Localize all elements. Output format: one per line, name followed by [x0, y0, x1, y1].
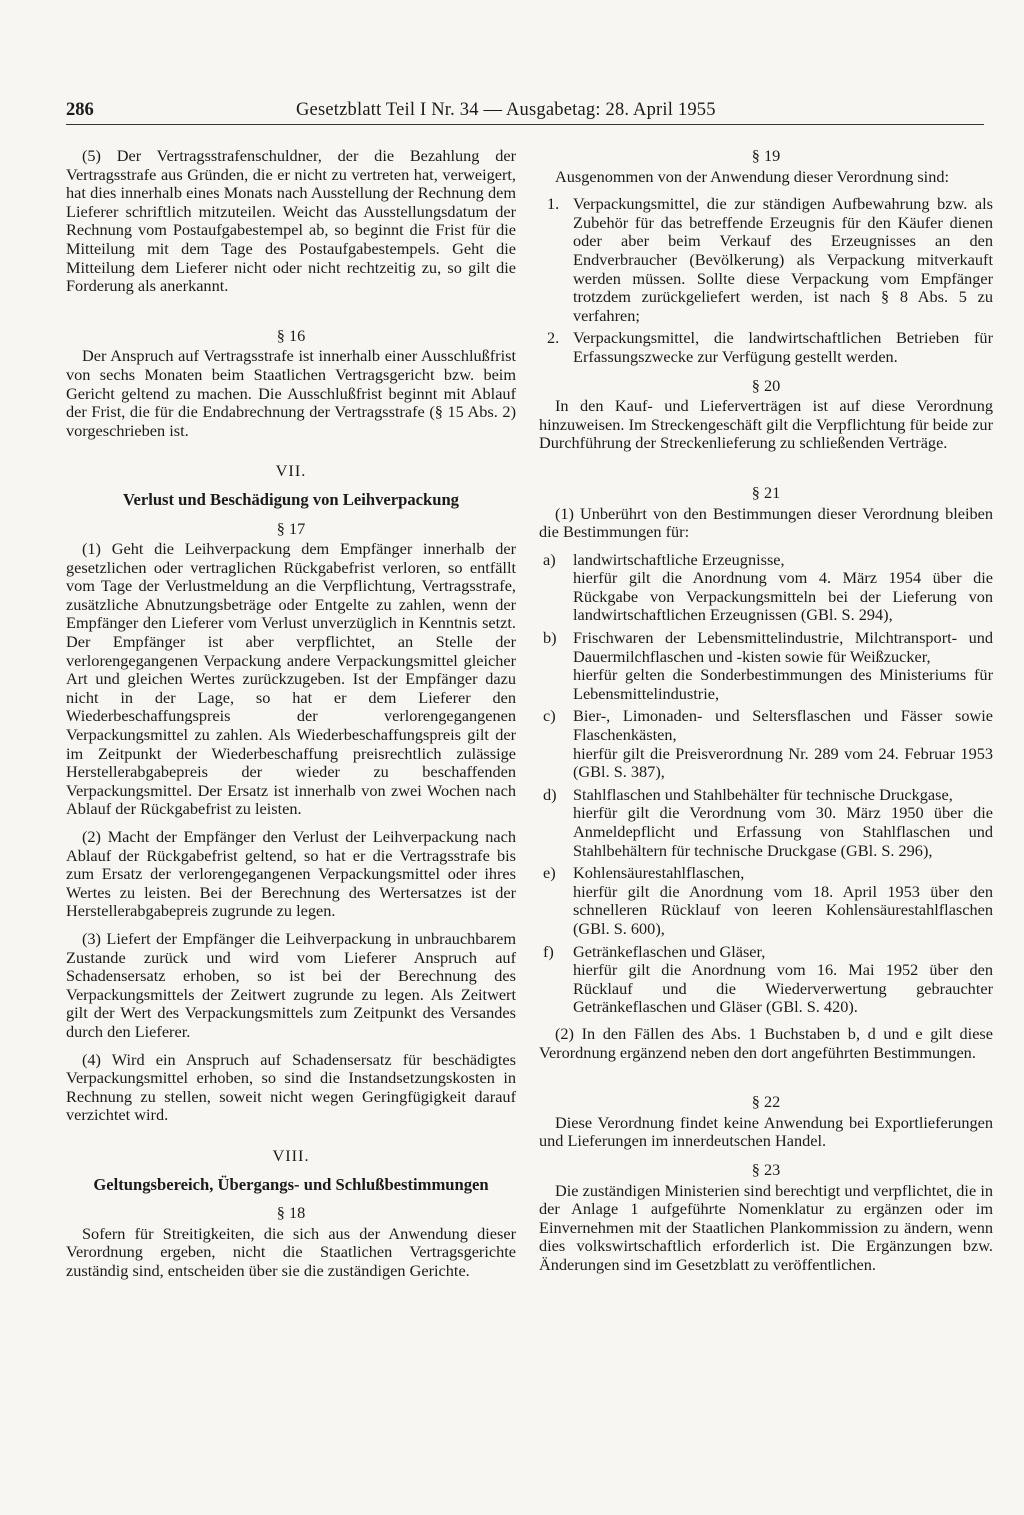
list-item-text: Kohlensäurestahlflaschen,: [573, 863, 745, 883]
chapter-7-title: Verlust und Beschädigung von Leihverpackung: [123, 489, 459, 509]
list-item: [539, 707, 993, 781]
list-item: [539, 329, 993, 366]
list-item-subtext: hierfür gilt die Anordnung vom 18. April 1953 über den schnelleren Rücklauf von leeren Kohlensäurestahlflaschen (GBl. S. 600),: [573, 881, 993, 938]
section-17-paragraph-1: (1) Geht die Leihverpackung dem Empfänger innerhalb der gesetzlichen oder vertraglichen Rückgabefrist verloren, so entfällt vom Tage der Verlustmeldung an die Verpflichtung, Vertragsstrafe, zusätzliche Abnutzungsbeträge oder Entgelte zu zahlen, wenn der Empfänger den Lieferer vom Verlust unverzüglich in Kenntnis setzt. Der Empfänger ist aber verpflichtet, an Stelle der verlorengegangenen Verpackung andere Verpackungsmittel gleicher Art und gleichen Wertes zurückzugeben. Ist der Empfänger dazu nicht in der Lage, so hat er dem Lieferer den Wiederbeschaffungspreis der verlorengegangenen Verpackungsmittel zu zahlen. Als Wiederbeschaffungspreis gilt der im Zeitpunkt der Wiederbeschaffung preisrechtlich zulässige Herstellerabgabepreis der wieder zu beschaffenden Verpackungsmittel. Der Ersatz ist innerhalb von zwei Wochen nach Ablauf der Rückgabefrist zu leisten.: [66, 539, 516, 819]
right-column: [539, 147, 993, 1283]
page-header: [66, 100, 984, 125]
list-item-text: Getränkeflaschen und Gläser,: [573, 941, 766, 961]
chapter-8-title: Geltungsbereich, Übergangs- und Schlußbestimmungen: [93, 1174, 489, 1194]
section-19-heading: § 19: [751, 146, 781, 165]
list-item: [539, 864, 993, 938]
list-item-text: Frischwaren der Lebensmittelindustrie, Milchtransport- und Dauermilchflaschen und -kisten sowie für Weißzucker,: [573, 628, 993, 666]
section-23-heading: § 23: [751, 1159, 781, 1179]
section-20-text: In den Kauf- und Lieferverträgen ist auf diese Verordnung hinzuweisen. Im Streckengeschäft gilt die Verpflichtung für beide zur Durchführung der Streckenlieferung zu schließenden Verträge.: [539, 396, 993, 453]
section-17-paragraph-2: (2) Macht der Empfänger den Verlust der Leihverpackung nach Ablauf der Rückgabefrist geltend, so hat er die Vertragsstrafe bis zum Ersatz der verlorengegangenen Verpackungsmittel oder ihres Wertes zu leisten. Bei der Berechnung des Wertersatzes ist der Herstellerabgabepreis zugrunde zu legen.: [66, 827, 516, 921]
list-item: [539, 629, 993, 703]
section-22-text: Diese Verordnung findet keine Anwendung bei Exportlieferungen und Lieferungen im innerdeutschen Handel.: [539, 1112, 993, 1151]
list-marker: c): [543, 706, 556, 726]
list-marker: b): [543, 628, 557, 648]
section-22-heading: § 22: [751, 1092, 781, 1112]
section-19-list: [539, 195, 993, 366]
list-item-text: Verpackungsmittel, die landwirtschaftlichen Betrieben für Erfassungszwecke zur Verfügung gestellt werden.: [573, 328, 993, 366]
section-16-heading: § 16: [276, 325, 306, 345]
section-23-text: Die zuständigen Ministerien sind berechtigt und verpflichtet, die in der Anlage 1 aufgeführte Nomenklatur zu ergänzen oder im Einvernehmen mit der Staatlichen Plankommission zu ändern, wenn dies volkswirtschaftlich erforderlich ist. Die Ergänzungen bzw. Änderungen sind im Gesetzblatt zu veröffentlichen.: [539, 1180, 993, 1274]
section-18-text: Sofern für Streitigkeiten, die sich aus der Anwendung dieser Verordnung ergeben, nicht die Staatlichen Vertragsgerichte zuständig sind, entscheiden über sie die zuständigen Gerichte.: [66, 1223, 516, 1280]
list-item: [539, 786, 993, 860]
list-marker: 1.: [547, 194, 560, 214]
list-item-subtext: hierfür gilt die Preisverordnung Nr. 289 vom 24. Februar 1953 (GBl. S. 387),: [573, 743, 993, 782]
list-marker: a): [543, 549, 556, 569]
list-marker: f): [543, 941, 554, 961]
list-item-subtext: hierfür gelten die Sonderbestimmungen des Ministeriums für Lebensmittelindustrie,: [573, 665, 993, 703]
running-title: Gesetzblatt Teil I Nr. 34 — Ausgabetag: 28. April 1955: [296, 100, 716, 120]
chapter-8-number: VIII.: [272, 1145, 310, 1165]
section-21-heading: § 21: [751, 482, 781, 502]
section-20-heading: § 20: [751, 375, 781, 395]
section-18-heading: § 18: [276, 1203, 306, 1223]
list-item-text: Verpackungsmittel, die zur ständigen Aufbewahrung bzw. als Zubehör für das betreffende Erzeugnis für den Käufer dienen oder aber beim Verkauf des Erzeugnisses an den Endverbraucher (Bevölkerung) als Verpackung mitverkauft werden müssen. Sollte diese Verpackung vom Empfänger trotzdem zurückgeliefert werden, ist nach § 8 Abs. 5 zu verfahren;: [573, 194, 993, 325]
section-21-list: [539, 551, 993, 1017]
section-17-heading: § 17: [276, 518, 306, 538]
list-item-text: Stahlflaschen und Stahlbehälter für technische Druckgase,: [573, 784, 953, 804]
list-item-subtext: hierfür gilt die Anordnung vom 16. Mai 1952 über den Rücklauf und die Wiederverwertung gebrauchter Getränkeflaschen und Gläser (GBl. S. 420).: [573, 960, 993, 1017]
paragraph-15-5: (5) Der Vertragsstrafenschuldner, der die Bezahlung der Vertragsstrafe aus Gründen, die er nicht zu vertreten hat, verweigert, hat dies innerhalb eines Monats nach Ausstellung der Rechnung dem Lieferer schriftlich mitzuteilen. Weicht das Ausstellungsdatum der Rechnung vom Postaufgabestempel ab, so beginnt die Frist für die Mitteilung mit dem Tage des Postaufgabestempels. Geht die Mitteilung dem Lieferer nicht oder nicht rechtzeitig zu, so gilt die Forderung als anerkannt.: [66, 146, 516, 296]
page-number: 286: [66, 100, 94, 120]
section-17-paragraph-4: (4) Wird ein Anspruch auf Schadensersatz für beschädigtes Verpackungsmittel erhoben, so sind die Instandsetzungskosten in Rechnung zu stellen, soweit nicht wegen Geringfügigkeit darauf verzichtet wird.: [66, 1049, 516, 1125]
list-marker: d): [543, 784, 557, 804]
section-17-paragraph-3: (3) Liefert der Empfänger die Leihverpackung in unbrauchbarem Zustande zurück und wird vom Lieferer Anspruch auf Schadensersatz erhoben, so ist bei der Berechnung des Verpackungsmittels der Zeitwert zugrunde zu legen. Als Zeitwert gilt der Wert des Verpackungsmittels zum Zeitpunkt des Versandes durch den Lieferer.: [66, 928, 516, 1041]
list-item-text: Bier-, Limonaden- und Seltersflaschen und Fässer sowie Flaschenkästen,: [573, 706, 993, 745]
list-item: [539, 551, 993, 625]
list-item: [539, 195, 993, 325]
left-column: [66, 147, 516, 1289]
section-21-intro: (1) Unberührt von den Bestimmungen dieser Verordnung bleiben die Bestimmungen für:: [539, 503, 993, 542]
list-item: [539, 943, 993, 1017]
list-item-subtext: hierfür gilt die Anordnung vom 4. März 1954 über die Rückgabe von Verpackungsmitteln bei der Lieferung von landwirtschaftlichen Erzeugnissen (GBl. S. 294),: [573, 568, 993, 625]
list-item-text: landwirtschaftliche Erzeugnisse,: [573, 549, 785, 569]
list-item-subtext: hierfür gilt die Verordnung vom 30. März 1950 über die Anmeldepflicht und Erfassung von Stahlflaschen und Stahlbehältern für technische Druckgase (GBl. S. 296),: [573, 803, 993, 860]
section-21-paragraph-2: (2) In den Fällen des Abs. 1 Buchstaben b, d und e gilt diese Verordnung ergänzend neben den dort angeführten Bestimmungen.: [539, 1023, 993, 1062]
chapter-7-number: VII.: [275, 461, 307, 481]
section-19-intro: Ausgenommen von der Anwendung dieser Verordnung sind:: [555, 166, 950, 186]
list-marker: e): [543, 863, 556, 883]
section-16-text: Der Anspruch auf Vertragsstrafe ist innerhalb einer Ausschlußfrist von sechs Monaten beim Staatlichen Vertragsgericht bzw. beim Gericht geltend zu machen. Die Ausschlußfrist beginnt mit Ablauf der Frist, die für die Endabrechnung der Vertragsstrafe (§ 15 Abs. 2) vorgeschrieben ist.: [66, 346, 516, 440]
list-marker: 2.: [547, 328, 560, 348]
